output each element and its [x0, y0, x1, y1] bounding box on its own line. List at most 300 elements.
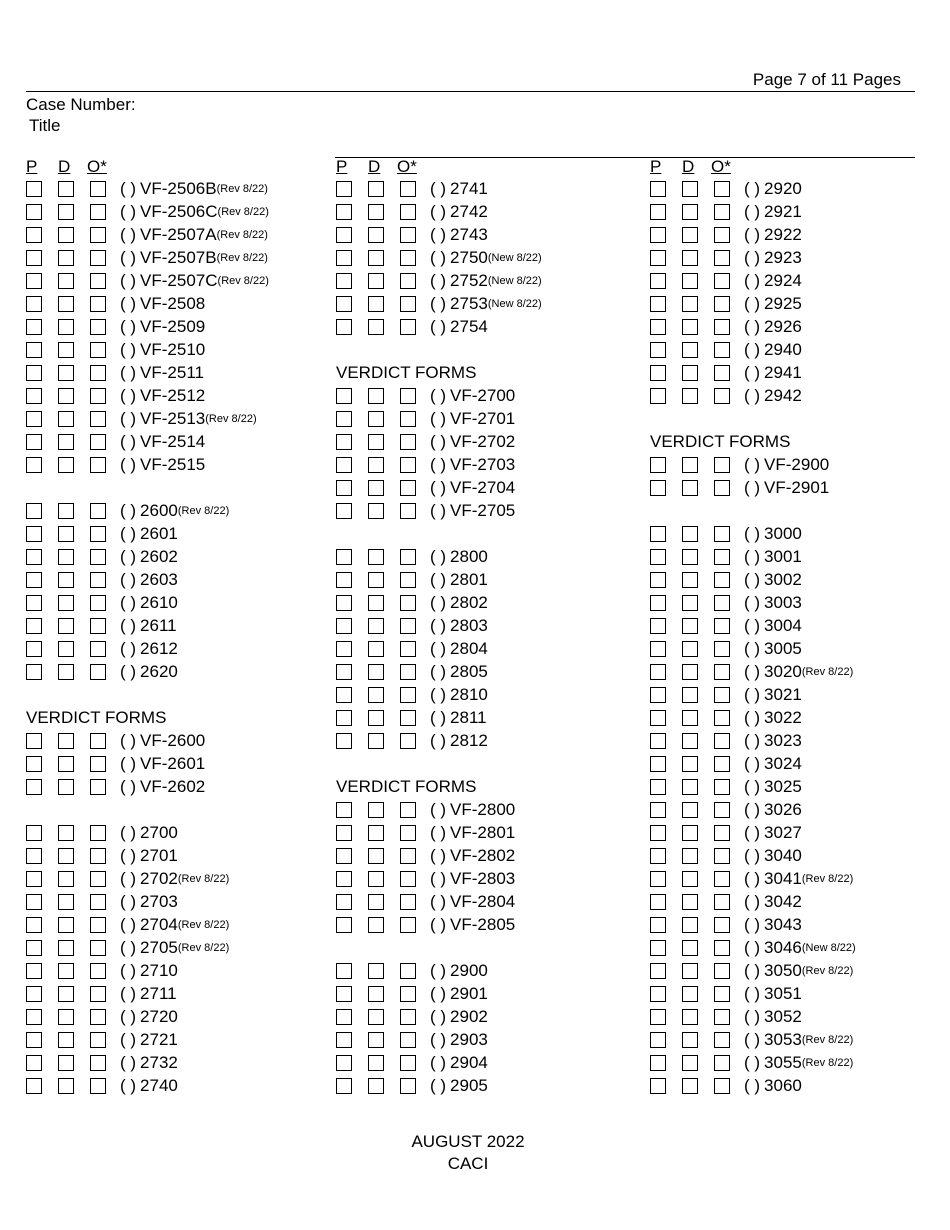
- d-checkbox[interactable]: [368, 204, 384, 220]
- p-checkbox[interactable]: [336, 434, 352, 450]
- d-checkbox[interactable]: [58, 917, 74, 933]
- d-checkbox[interactable]: [682, 641, 698, 657]
- o-checkbox[interactable]: [90, 411, 106, 427]
- d-checkbox[interactable]: [368, 549, 384, 565]
- d-checkbox[interactable]: [682, 388, 698, 404]
- d-checkbox[interactable]: [682, 710, 698, 726]
- p-checkbox[interactable]: [650, 549, 666, 565]
- o-checkbox[interactable]: [714, 388, 730, 404]
- o-checkbox[interactable]: [90, 595, 106, 611]
- p-checkbox[interactable]: [650, 848, 666, 864]
- o-checkbox[interactable]: [400, 894, 416, 910]
- d-checkbox[interactable]: [368, 250, 384, 266]
- p-checkbox[interactable]: [650, 1009, 666, 1025]
- p-checkbox[interactable]: [336, 894, 352, 910]
- o-checkbox[interactable]: [90, 779, 106, 795]
- p-checkbox[interactable]: [336, 595, 352, 611]
- d-checkbox[interactable]: [368, 664, 384, 680]
- p-checkbox[interactable]: [336, 1055, 352, 1071]
- d-checkbox[interactable]: [58, 618, 74, 634]
- d-checkbox[interactable]: [58, 1055, 74, 1071]
- p-checkbox[interactable]: [26, 1032, 42, 1048]
- d-checkbox[interactable]: [682, 664, 698, 680]
- o-checkbox[interactable]: [714, 940, 730, 956]
- d-checkbox[interactable]: [682, 687, 698, 703]
- p-checkbox[interactable]: [336, 572, 352, 588]
- o-checkbox[interactable]: [400, 641, 416, 657]
- o-checkbox[interactable]: [714, 342, 730, 358]
- d-checkbox[interactable]: [368, 733, 384, 749]
- d-checkbox[interactable]: [682, 1078, 698, 1094]
- p-checkbox[interactable]: [26, 595, 42, 611]
- p-checkbox[interactable]: [26, 618, 42, 634]
- d-checkbox[interactable]: [682, 250, 698, 266]
- d-checkbox[interactable]: [368, 572, 384, 588]
- d-checkbox[interactable]: [368, 1009, 384, 1025]
- d-checkbox[interactable]: [368, 687, 384, 703]
- p-checkbox[interactable]: [26, 871, 42, 887]
- o-checkbox[interactable]: [714, 1078, 730, 1094]
- o-checkbox[interactable]: [400, 227, 416, 243]
- d-checkbox[interactable]: [368, 802, 384, 818]
- p-checkbox[interactable]: [336, 273, 352, 289]
- o-checkbox[interactable]: [90, 204, 106, 220]
- p-checkbox[interactable]: [650, 618, 666, 634]
- o-checkbox[interactable]: [714, 986, 730, 1002]
- d-checkbox[interactable]: [58, 227, 74, 243]
- d-checkbox[interactable]: [682, 526, 698, 542]
- d-checkbox[interactable]: [682, 618, 698, 634]
- p-checkbox[interactable]: [650, 1055, 666, 1071]
- o-checkbox[interactable]: [714, 848, 730, 864]
- d-checkbox[interactable]: [368, 457, 384, 473]
- o-checkbox[interactable]: [90, 1009, 106, 1025]
- d-checkbox[interactable]: [368, 871, 384, 887]
- o-checkbox[interactable]: [400, 549, 416, 565]
- o-checkbox[interactable]: [90, 986, 106, 1002]
- o-checkbox[interactable]: [714, 1009, 730, 1025]
- d-checkbox[interactable]: [58, 595, 74, 611]
- p-checkbox[interactable]: [336, 319, 352, 335]
- p-checkbox[interactable]: [650, 250, 666, 266]
- o-checkbox[interactable]: [714, 296, 730, 312]
- o-checkbox[interactable]: [90, 1055, 106, 1071]
- p-checkbox[interactable]: [336, 733, 352, 749]
- o-checkbox[interactable]: [400, 710, 416, 726]
- p-checkbox[interactable]: [26, 779, 42, 795]
- d-checkbox[interactable]: [58, 296, 74, 312]
- d-checkbox[interactable]: [682, 733, 698, 749]
- d-checkbox[interactable]: [58, 342, 74, 358]
- o-checkbox[interactable]: [714, 825, 730, 841]
- d-checkbox[interactable]: [58, 411, 74, 427]
- d-checkbox[interactable]: [368, 273, 384, 289]
- o-checkbox[interactable]: [400, 917, 416, 933]
- o-checkbox[interactable]: [400, 825, 416, 841]
- d-checkbox[interactable]: [682, 595, 698, 611]
- d-checkbox[interactable]: [58, 503, 74, 519]
- d-checkbox[interactable]: [368, 894, 384, 910]
- o-checkbox[interactable]: [400, 802, 416, 818]
- o-checkbox[interactable]: [714, 641, 730, 657]
- o-checkbox[interactable]: [90, 434, 106, 450]
- p-checkbox[interactable]: [26, 641, 42, 657]
- d-checkbox[interactable]: [58, 940, 74, 956]
- d-checkbox[interactable]: [682, 457, 698, 473]
- p-checkbox[interactable]: [26, 434, 42, 450]
- o-checkbox[interactable]: [400, 296, 416, 312]
- d-checkbox[interactable]: [682, 480, 698, 496]
- p-checkbox[interactable]: [26, 319, 42, 335]
- p-checkbox[interactable]: [26, 503, 42, 519]
- p-checkbox[interactable]: [336, 388, 352, 404]
- d-checkbox[interactable]: [58, 848, 74, 864]
- d-checkbox[interactable]: [682, 1009, 698, 1025]
- p-checkbox[interactable]: [650, 227, 666, 243]
- o-checkbox[interactable]: [400, 457, 416, 473]
- o-checkbox[interactable]: [400, 181, 416, 197]
- o-checkbox[interactable]: [90, 319, 106, 335]
- p-checkbox[interactable]: [26, 273, 42, 289]
- p-checkbox[interactable]: [26, 894, 42, 910]
- o-checkbox[interactable]: [400, 1078, 416, 1094]
- p-checkbox[interactable]: [26, 296, 42, 312]
- d-checkbox[interactable]: [368, 319, 384, 335]
- p-checkbox[interactable]: [26, 388, 42, 404]
- d-checkbox[interactable]: [58, 434, 74, 450]
- o-checkbox[interactable]: [714, 733, 730, 749]
- p-checkbox[interactable]: [26, 1078, 42, 1094]
- o-checkbox[interactable]: [400, 204, 416, 220]
- o-checkbox[interactable]: [400, 250, 416, 266]
- p-checkbox[interactable]: [650, 687, 666, 703]
- o-checkbox[interactable]: [714, 572, 730, 588]
- p-checkbox[interactable]: [26, 917, 42, 933]
- d-checkbox[interactable]: [368, 181, 384, 197]
- p-checkbox[interactable]: [26, 963, 42, 979]
- o-checkbox[interactable]: [400, 871, 416, 887]
- o-checkbox[interactable]: [90, 733, 106, 749]
- d-checkbox[interactable]: [682, 917, 698, 933]
- p-checkbox[interactable]: [336, 1032, 352, 1048]
- p-checkbox[interactable]: [650, 871, 666, 887]
- o-checkbox[interactable]: [90, 618, 106, 634]
- d-checkbox[interactable]: [58, 963, 74, 979]
- d-checkbox[interactable]: [368, 710, 384, 726]
- d-checkbox[interactable]: [58, 986, 74, 1002]
- p-checkbox[interactable]: [650, 365, 666, 381]
- p-checkbox[interactable]: [336, 871, 352, 887]
- d-checkbox[interactable]: [58, 572, 74, 588]
- p-checkbox[interactable]: [336, 181, 352, 197]
- d-checkbox[interactable]: [682, 181, 698, 197]
- p-checkbox[interactable]: [336, 1078, 352, 1094]
- o-checkbox[interactable]: [90, 894, 106, 910]
- p-checkbox[interactable]: [26, 756, 42, 772]
- o-checkbox[interactable]: [400, 733, 416, 749]
- p-checkbox[interactable]: [336, 848, 352, 864]
- p-checkbox[interactable]: [26, 227, 42, 243]
- d-checkbox[interactable]: [58, 871, 74, 887]
- d-checkbox[interactable]: [682, 1055, 698, 1071]
- o-checkbox[interactable]: [400, 1055, 416, 1071]
- p-checkbox[interactable]: [336, 710, 352, 726]
- p-checkbox[interactable]: [650, 894, 666, 910]
- d-checkbox[interactable]: [682, 296, 698, 312]
- p-checkbox[interactable]: [336, 250, 352, 266]
- o-checkbox[interactable]: [714, 319, 730, 335]
- p-checkbox[interactable]: [336, 618, 352, 634]
- p-checkbox[interactable]: [26, 342, 42, 358]
- p-checkbox[interactable]: [26, 365, 42, 381]
- o-checkbox[interactable]: [400, 273, 416, 289]
- o-checkbox[interactable]: [90, 848, 106, 864]
- o-checkbox[interactable]: [400, 986, 416, 1002]
- p-checkbox[interactable]: [650, 388, 666, 404]
- d-checkbox[interactable]: [682, 572, 698, 588]
- o-checkbox[interactable]: [714, 917, 730, 933]
- d-checkbox[interactable]: [58, 273, 74, 289]
- o-checkbox[interactable]: [714, 963, 730, 979]
- o-checkbox[interactable]: [400, 480, 416, 496]
- o-checkbox[interactable]: [90, 365, 106, 381]
- p-checkbox[interactable]: [650, 1032, 666, 1048]
- p-checkbox[interactable]: [336, 204, 352, 220]
- o-checkbox[interactable]: [90, 526, 106, 542]
- d-checkbox[interactable]: [58, 779, 74, 795]
- p-checkbox[interactable]: [336, 227, 352, 243]
- p-checkbox[interactable]: [650, 342, 666, 358]
- o-checkbox[interactable]: [714, 250, 730, 266]
- p-checkbox[interactable]: [26, 457, 42, 473]
- o-checkbox[interactable]: [90, 664, 106, 680]
- p-checkbox[interactable]: [26, 1055, 42, 1071]
- o-checkbox[interactable]: [400, 572, 416, 588]
- p-checkbox[interactable]: [26, 526, 42, 542]
- o-checkbox[interactable]: [714, 227, 730, 243]
- o-checkbox[interactable]: [714, 181, 730, 197]
- p-checkbox[interactable]: [336, 963, 352, 979]
- d-checkbox[interactable]: [682, 273, 698, 289]
- d-checkbox[interactable]: [682, 365, 698, 381]
- d-checkbox[interactable]: [368, 1032, 384, 1048]
- d-checkbox[interactable]: [368, 1055, 384, 1071]
- p-checkbox[interactable]: [650, 296, 666, 312]
- p-checkbox[interactable]: [650, 273, 666, 289]
- d-checkbox[interactable]: [682, 756, 698, 772]
- d-checkbox[interactable]: [368, 227, 384, 243]
- d-checkbox[interactable]: [682, 319, 698, 335]
- d-checkbox[interactable]: [58, 250, 74, 266]
- p-checkbox[interactable]: [26, 204, 42, 220]
- o-checkbox[interactable]: [714, 595, 730, 611]
- o-checkbox[interactable]: [714, 549, 730, 565]
- o-checkbox[interactable]: [90, 1032, 106, 1048]
- p-checkbox[interactable]: [650, 641, 666, 657]
- p-checkbox[interactable]: [26, 986, 42, 1002]
- p-checkbox[interactable]: [26, 825, 42, 841]
- d-checkbox[interactable]: [682, 802, 698, 818]
- d-checkbox[interactable]: [682, 825, 698, 841]
- d-checkbox[interactable]: [368, 917, 384, 933]
- o-checkbox[interactable]: [400, 503, 416, 519]
- o-checkbox[interactable]: [90, 549, 106, 565]
- d-checkbox[interactable]: [368, 848, 384, 864]
- p-checkbox[interactable]: [336, 411, 352, 427]
- d-checkbox[interactable]: [58, 1032, 74, 1048]
- o-checkbox[interactable]: [90, 457, 106, 473]
- p-checkbox[interactable]: [336, 825, 352, 841]
- d-checkbox[interactable]: [368, 434, 384, 450]
- d-checkbox[interactable]: [58, 733, 74, 749]
- p-checkbox[interactable]: [26, 848, 42, 864]
- d-checkbox[interactable]: [58, 181, 74, 197]
- o-checkbox[interactable]: [90, 641, 106, 657]
- o-checkbox[interactable]: [400, 963, 416, 979]
- d-checkbox[interactable]: [58, 1078, 74, 1094]
- p-checkbox[interactable]: [650, 664, 666, 680]
- o-checkbox[interactable]: [400, 618, 416, 634]
- o-checkbox[interactable]: [714, 365, 730, 381]
- o-checkbox[interactable]: [714, 871, 730, 887]
- d-checkbox[interactable]: [368, 480, 384, 496]
- o-checkbox[interactable]: [90, 181, 106, 197]
- p-checkbox[interactable]: [650, 181, 666, 197]
- o-checkbox[interactable]: [90, 388, 106, 404]
- p-checkbox[interactable]: [336, 457, 352, 473]
- d-checkbox[interactable]: [58, 549, 74, 565]
- p-checkbox[interactable]: [650, 825, 666, 841]
- d-checkbox[interactable]: [682, 940, 698, 956]
- p-checkbox[interactable]: [650, 986, 666, 1002]
- p-checkbox[interactable]: [650, 319, 666, 335]
- d-checkbox[interactable]: [58, 319, 74, 335]
- d-checkbox[interactable]: [368, 963, 384, 979]
- d-checkbox[interactable]: [368, 388, 384, 404]
- p-checkbox[interactable]: [26, 572, 42, 588]
- p-checkbox[interactable]: [336, 641, 352, 657]
- o-checkbox[interactable]: [400, 434, 416, 450]
- d-checkbox[interactable]: [58, 825, 74, 841]
- o-checkbox[interactable]: [90, 1078, 106, 1094]
- d-checkbox[interactable]: [58, 388, 74, 404]
- p-checkbox[interactable]: [26, 733, 42, 749]
- p-checkbox[interactable]: [336, 1009, 352, 1025]
- o-checkbox[interactable]: [90, 756, 106, 772]
- p-checkbox[interactable]: [650, 572, 666, 588]
- d-checkbox[interactable]: [682, 779, 698, 795]
- d-checkbox[interactable]: [368, 503, 384, 519]
- p-checkbox[interactable]: [650, 595, 666, 611]
- d-checkbox[interactable]: [682, 549, 698, 565]
- o-checkbox[interactable]: [90, 273, 106, 289]
- p-checkbox[interactable]: [650, 526, 666, 542]
- o-checkbox[interactable]: [714, 457, 730, 473]
- o-checkbox[interactable]: [90, 917, 106, 933]
- p-checkbox[interactable]: [650, 940, 666, 956]
- p-checkbox[interactable]: [650, 802, 666, 818]
- d-checkbox[interactable]: [58, 204, 74, 220]
- d-checkbox[interactable]: [682, 963, 698, 979]
- d-checkbox[interactable]: [682, 871, 698, 887]
- o-checkbox[interactable]: [90, 871, 106, 887]
- o-checkbox[interactable]: [400, 595, 416, 611]
- o-checkbox[interactable]: [400, 664, 416, 680]
- o-checkbox[interactable]: [400, 687, 416, 703]
- p-checkbox[interactable]: [650, 917, 666, 933]
- o-checkbox[interactable]: [714, 273, 730, 289]
- d-checkbox[interactable]: [368, 296, 384, 312]
- o-checkbox[interactable]: [90, 296, 106, 312]
- d-checkbox[interactable]: [682, 227, 698, 243]
- d-checkbox[interactable]: [58, 526, 74, 542]
- d-checkbox[interactable]: [682, 342, 698, 358]
- d-checkbox[interactable]: [682, 894, 698, 910]
- p-checkbox[interactable]: [336, 917, 352, 933]
- o-checkbox[interactable]: [714, 526, 730, 542]
- d-checkbox[interactable]: [682, 848, 698, 864]
- d-checkbox[interactable]: [368, 986, 384, 1002]
- o-checkbox[interactable]: [714, 618, 730, 634]
- o-checkbox[interactable]: [714, 779, 730, 795]
- d-checkbox[interactable]: [682, 986, 698, 1002]
- p-checkbox[interactable]: [650, 733, 666, 749]
- d-checkbox[interactable]: [58, 894, 74, 910]
- o-checkbox[interactable]: [90, 250, 106, 266]
- p-checkbox[interactable]: [26, 940, 42, 956]
- o-checkbox[interactable]: [90, 342, 106, 358]
- p-checkbox[interactable]: [336, 664, 352, 680]
- d-checkbox[interactable]: [368, 411, 384, 427]
- d-checkbox[interactable]: [368, 1078, 384, 1094]
- o-checkbox[interactable]: [90, 503, 106, 519]
- o-checkbox[interactable]: [714, 802, 730, 818]
- o-checkbox[interactable]: [400, 388, 416, 404]
- p-checkbox[interactable]: [650, 457, 666, 473]
- p-checkbox[interactable]: [26, 411, 42, 427]
- p-checkbox[interactable]: [336, 687, 352, 703]
- d-checkbox[interactable]: [58, 365, 74, 381]
- p-checkbox[interactable]: [336, 503, 352, 519]
- o-checkbox[interactable]: [714, 480, 730, 496]
- o-checkbox[interactable]: [400, 848, 416, 864]
- d-checkbox[interactable]: [368, 641, 384, 657]
- p-checkbox[interactable]: [650, 779, 666, 795]
- d-checkbox[interactable]: [58, 756, 74, 772]
- p-checkbox[interactable]: [26, 549, 42, 565]
- o-checkbox[interactable]: [714, 1055, 730, 1071]
- d-checkbox[interactable]: [682, 204, 698, 220]
- o-checkbox[interactable]: [400, 1032, 416, 1048]
- d-checkbox[interactable]: [58, 664, 74, 680]
- o-checkbox[interactable]: [714, 710, 730, 726]
- d-checkbox[interactable]: [368, 595, 384, 611]
- p-checkbox[interactable]: [650, 204, 666, 220]
- d-checkbox[interactable]: [58, 457, 74, 473]
- p-checkbox[interactable]: [650, 756, 666, 772]
- o-checkbox[interactable]: [90, 963, 106, 979]
- p-checkbox[interactable]: [650, 963, 666, 979]
- o-checkbox[interactable]: [90, 227, 106, 243]
- o-checkbox[interactable]: [714, 664, 730, 680]
- p-checkbox[interactable]: [336, 480, 352, 496]
- o-checkbox[interactable]: [90, 572, 106, 588]
- d-checkbox[interactable]: [368, 618, 384, 634]
- p-checkbox[interactable]: [26, 181, 42, 197]
- p-checkbox[interactable]: [26, 1009, 42, 1025]
- p-checkbox[interactable]: [336, 296, 352, 312]
- p-checkbox[interactable]: [336, 549, 352, 565]
